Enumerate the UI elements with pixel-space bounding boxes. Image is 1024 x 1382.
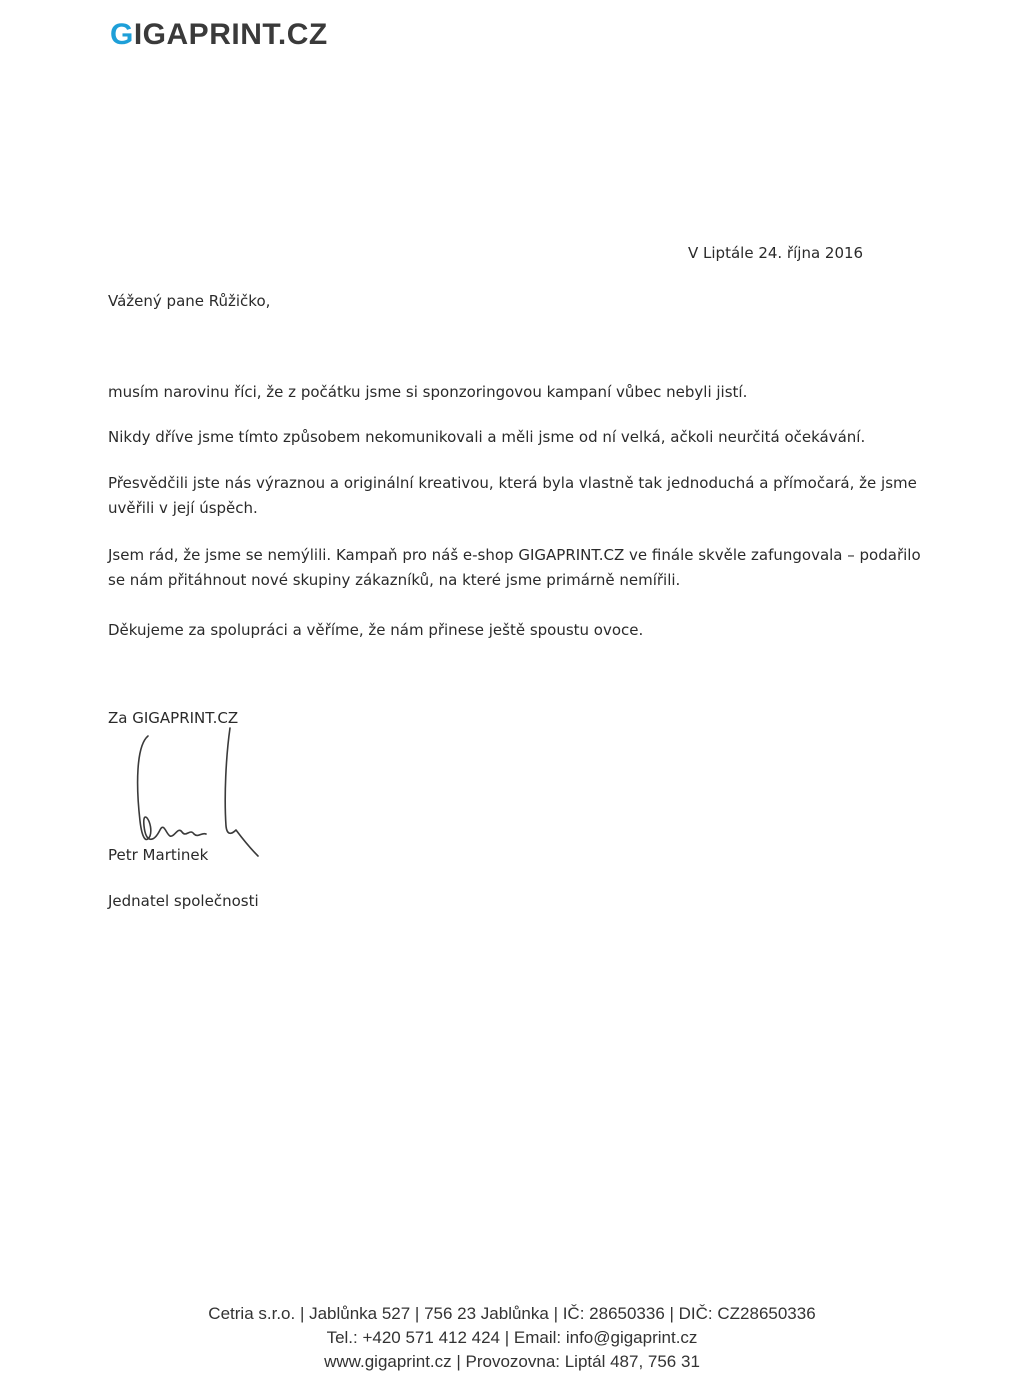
paragraph-3: Přesvědčili jste nás výraznou a originální kreativou, která byla vlastně tak jednoduchá a přímočará, že jsme uvěřili v její úspěch. — [108, 474, 917, 517]
footer-line-contact: Tel.: +420 571 412 424 | Email: info@gigaprint.cz — [326, 1328, 698, 1347]
paragraph-4: Jsem rád, že jsme se nemýlili. Kampaň pro náš e-shop GIGAPRINT.CZ ve finále skvěle zafungovala – podařilo se nám přitáhnout nové skupiny zákazníků, na které jsme primárně nemířili. — [108, 546, 921, 589]
signer-role: Jednatel společnosti — [108, 892, 259, 910]
salutation: Vážený pane Růžičko, — [108, 292, 271, 310]
paragraph-2: Nikdy dříve jsme tímto způsobem nekomunikovali a měli jsme od ní velká, ačkoli neurčitá očekávání. — [108, 428, 866, 446]
paragraph-5: Děkujeme za spolupráci a věříme, že nám přinese ještě spoustu ovoce. — [108, 621, 644, 639]
company-footer — [0, 1302, 1024, 1374]
gigaprint-logo — [110, 18, 328, 52]
paragraph-1: musím narovinu říci, že z počátku jsme si sponzoringovou kampaní vůbec nebyli jistí. — [108, 383, 748, 401]
closing-line: Za GIGAPRINT.CZ — [108, 709, 239, 727]
logo-text: IGAPRINT.CZ — [133, 18, 328, 51]
footer-line-company: Cetria s.r.o. | Jablůnka 527 | 756 23 Jablůnka | IČ: 28650336 | DIČ: CZ28650336 — [208, 1304, 816, 1323]
signer-name: Petr Martinek — [108, 846, 209, 864]
footer-line-web: www.gigaprint.cz | Provozovna: Liptál 487, 756 31 — [324, 1352, 700, 1371]
logo-initial: G — [110, 18, 134, 51]
letter-date: V Liptále 24. října 2016 — [688, 244, 864, 262]
